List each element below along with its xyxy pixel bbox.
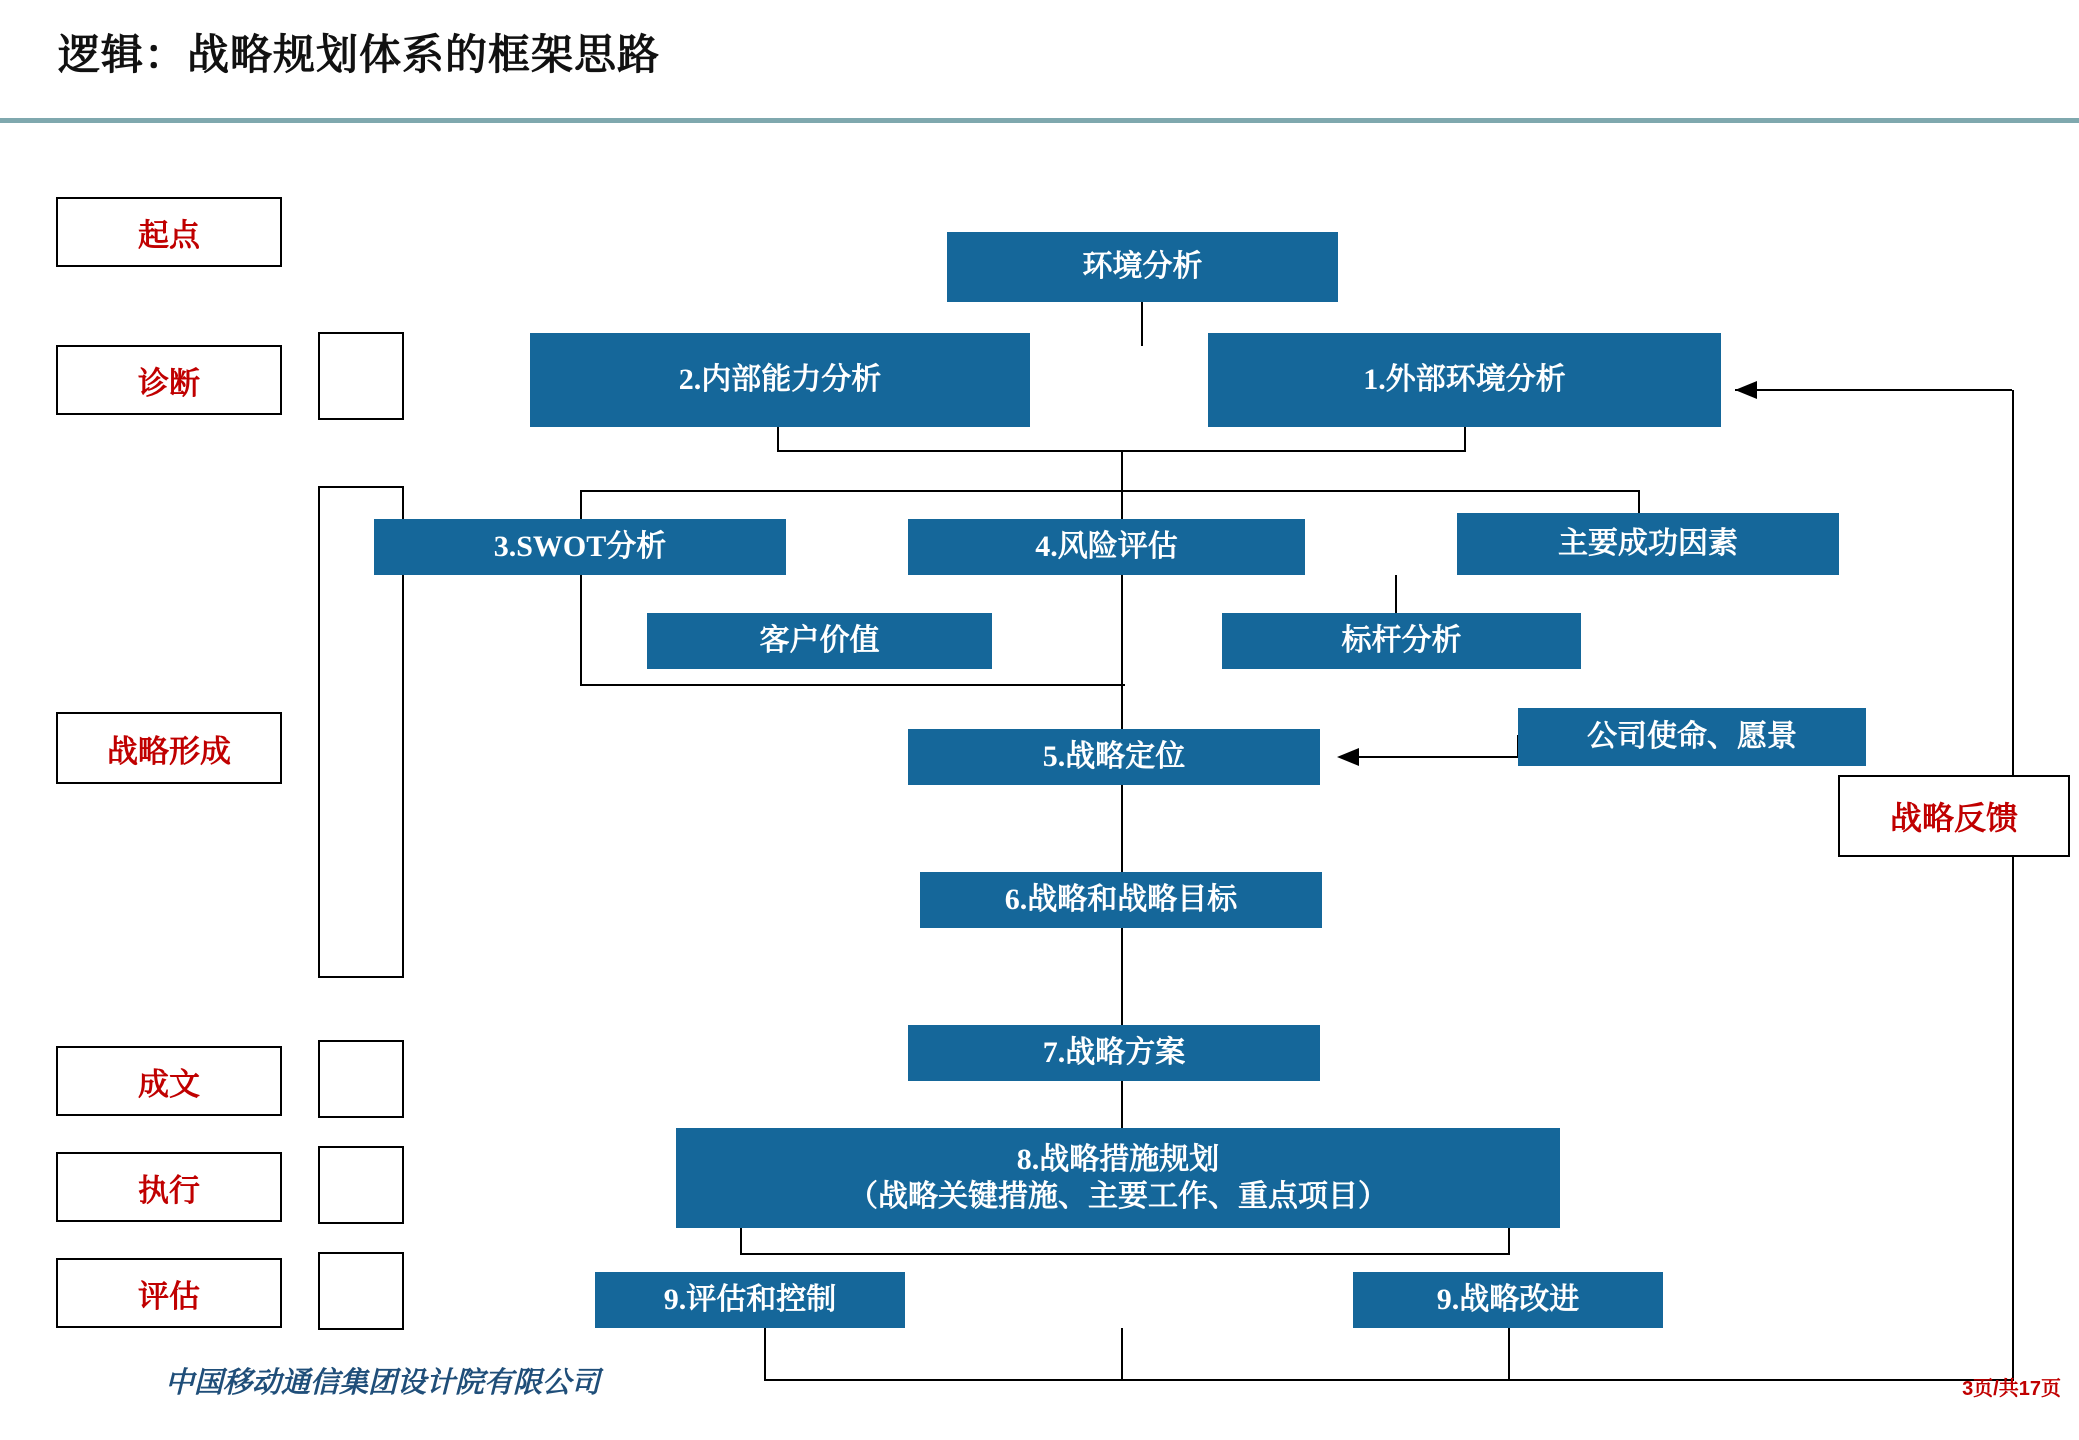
node-evaluation-control[interactable]: 9.评估和控制 [595, 1272, 905, 1328]
page-number: 3页/共17页 [1962, 1378, 2061, 1400]
node-strategic-positioning[interactable]: 5.战略定位 [908, 729, 1320, 785]
stage-label-diagnosis: 诊断 [56, 345, 282, 415]
title-divider [0, 118, 2079, 123]
node-internal-capability[interactable]: 2.内部能力分析 [530, 333, 1030, 427]
connector-improve-down [1508, 1328, 1510, 1380]
connector-lower-join [580, 684, 1125, 686]
footer-company: 中国移动通信集团设计院有限公司 [165, 1367, 601, 1399]
page-title: 逻辑：战略规划体系的框架思路 [58, 31, 661, 78]
stage-label-execution: 执行 [56, 1152, 282, 1222]
bracket-diagnosis [318, 332, 404, 420]
connector-internal-down [777, 427, 779, 451]
stage-label-start: 起点 [56, 197, 282, 267]
connector-improve-up [1508, 1228, 1510, 1254]
node-strategic-feedback[interactable]: 战略反馈 [1838, 775, 2070, 857]
node-key-success-factors[interactable]: 主要成功因素 [1457, 513, 1839, 575]
node-customer-value[interactable]: 客户价值 [647, 613, 992, 669]
node-strategic-measures[interactable] [676, 1128, 1560, 1228]
bracket-documentation [318, 1040, 404, 1118]
connector-bottom-split [740, 1253, 1510, 1255]
node-strategy-and-goals[interactable]: 6.战略和战略目标 [920, 872, 1322, 928]
node-mission-vision[interactable]: 公司使命、愿景 [1518, 708, 1866, 766]
node-risk-assessment[interactable]: 4.风险评估 [908, 519, 1305, 575]
node-external-environment[interactable]: 1.外部环境分析 [1208, 333, 1721, 427]
stage-label-documentation: 成文 [56, 1046, 282, 1116]
bracket-execution [318, 1146, 404, 1224]
node-strategy-improvement[interactable]: 9.战略改进 [1353, 1272, 1663, 1328]
node-env-analysis[interactable]: 环境分析 [947, 232, 1338, 302]
connector-external-down [1464, 427, 1466, 451]
connector-evaluate-up [740, 1228, 742, 1254]
connector-swot-down [580, 575, 582, 685]
connector-env-to-row [1141, 300, 1143, 346]
node-strategic-measures-line2: （战略关键措施、主要工作、重点项目） [848, 1180, 1388, 1213]
connector-evaluate-down [764, 1328, 766, 1380]
bracket-evaluation [318, 1252, 404, 1330]
connector-feedback-right [2012, 390, 2014, 1380]
stage-label-evaluation: 评估 [56, 1258, 282, 1328]
connector-distribution-bar [580, 490, 1640, 492]
connector-feedback-bottom [1121, 1379, 2014, 1381]
connector-row2-center-down [1121, 450, 1123, 492]
node-swot[interactable]: 3.SWOT分析 [374, 519, 786, 575]
node-strategic-measures-line1: 8.战略措施规划 [1016, 1142, 1220, 1176]
node-strategy-plan[interactable]: 7.战略方案 [908, 1025, 1320, 1081]
node-benchmark-analysis[interactable]: 标杆分析 [1222, 613, 1581, 669]
stage-label-strategy-formation: 战略形成 [56, 712, 282, 784]
connector-bottom-center [1121, 1328, 1123, 1380]
